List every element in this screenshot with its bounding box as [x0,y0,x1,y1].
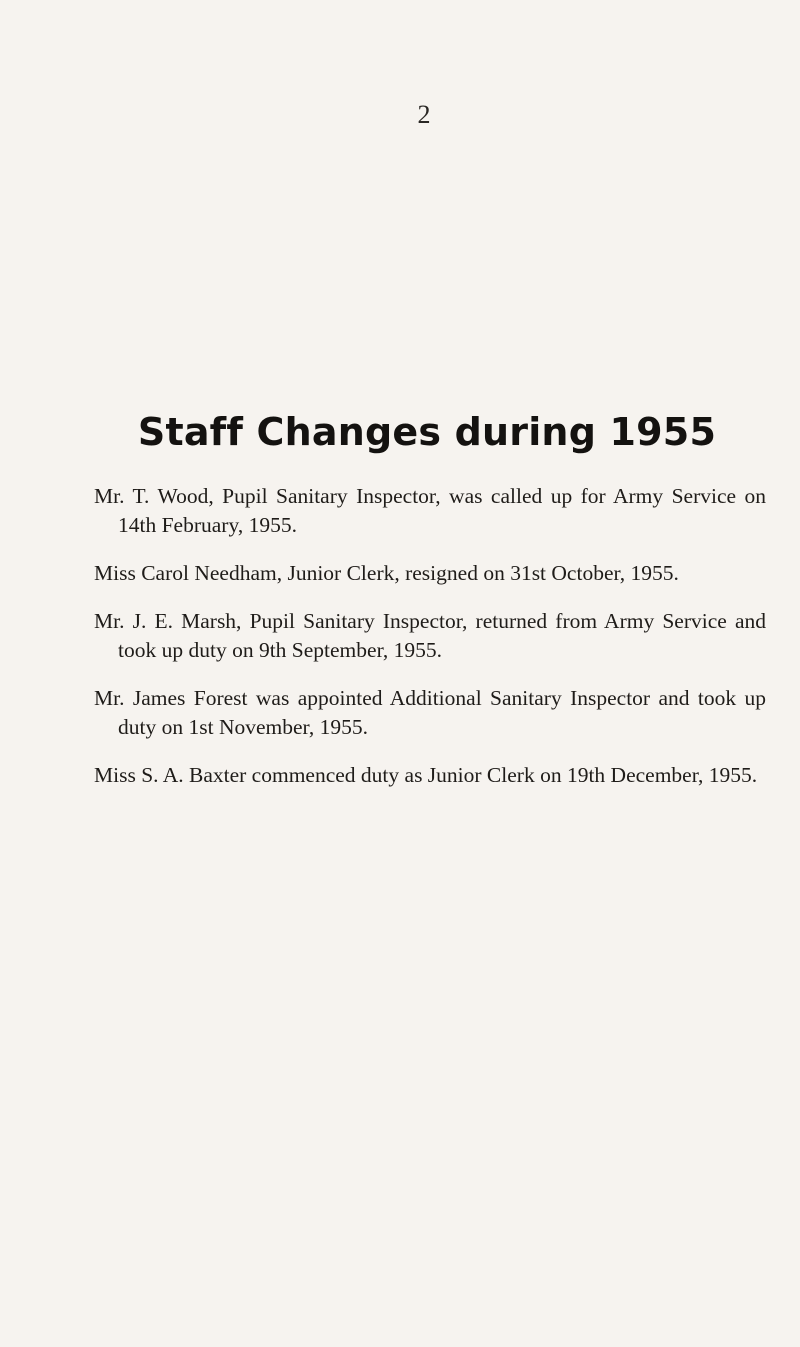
page-heading: Staff Changes during 1955 [137,410,717,454]
page-number: 2 [417,100,431,129]
staff-change-entry: Miss Carol Needham, Junior Clerk, resigned on 31st October, 1955. [94,561,679,585]
staff-changes-list [94,482,766,809]
staff-change-entry: Mr. James Forest was appointed Additional Sanitary Inspector and took up duty on 1st November, 1955. [94,686,766,739]
staff-change-entry: Mr. J. E. Marsh, Pupil Sanitary Inspector, returned from Army Service and took up duty on 9th September, 1955. [94,609,766,662]
staff-change-entry: Miss S. A. Baxter commenced duty as Junior Clerk on 19th December, 1955. [94,763,758,787]
staff-change-entry: Mr. T. Wood, Pupil Sanitary Inspector, was called up for Army Service on 14th February, 1955. [94,484,766,537]
